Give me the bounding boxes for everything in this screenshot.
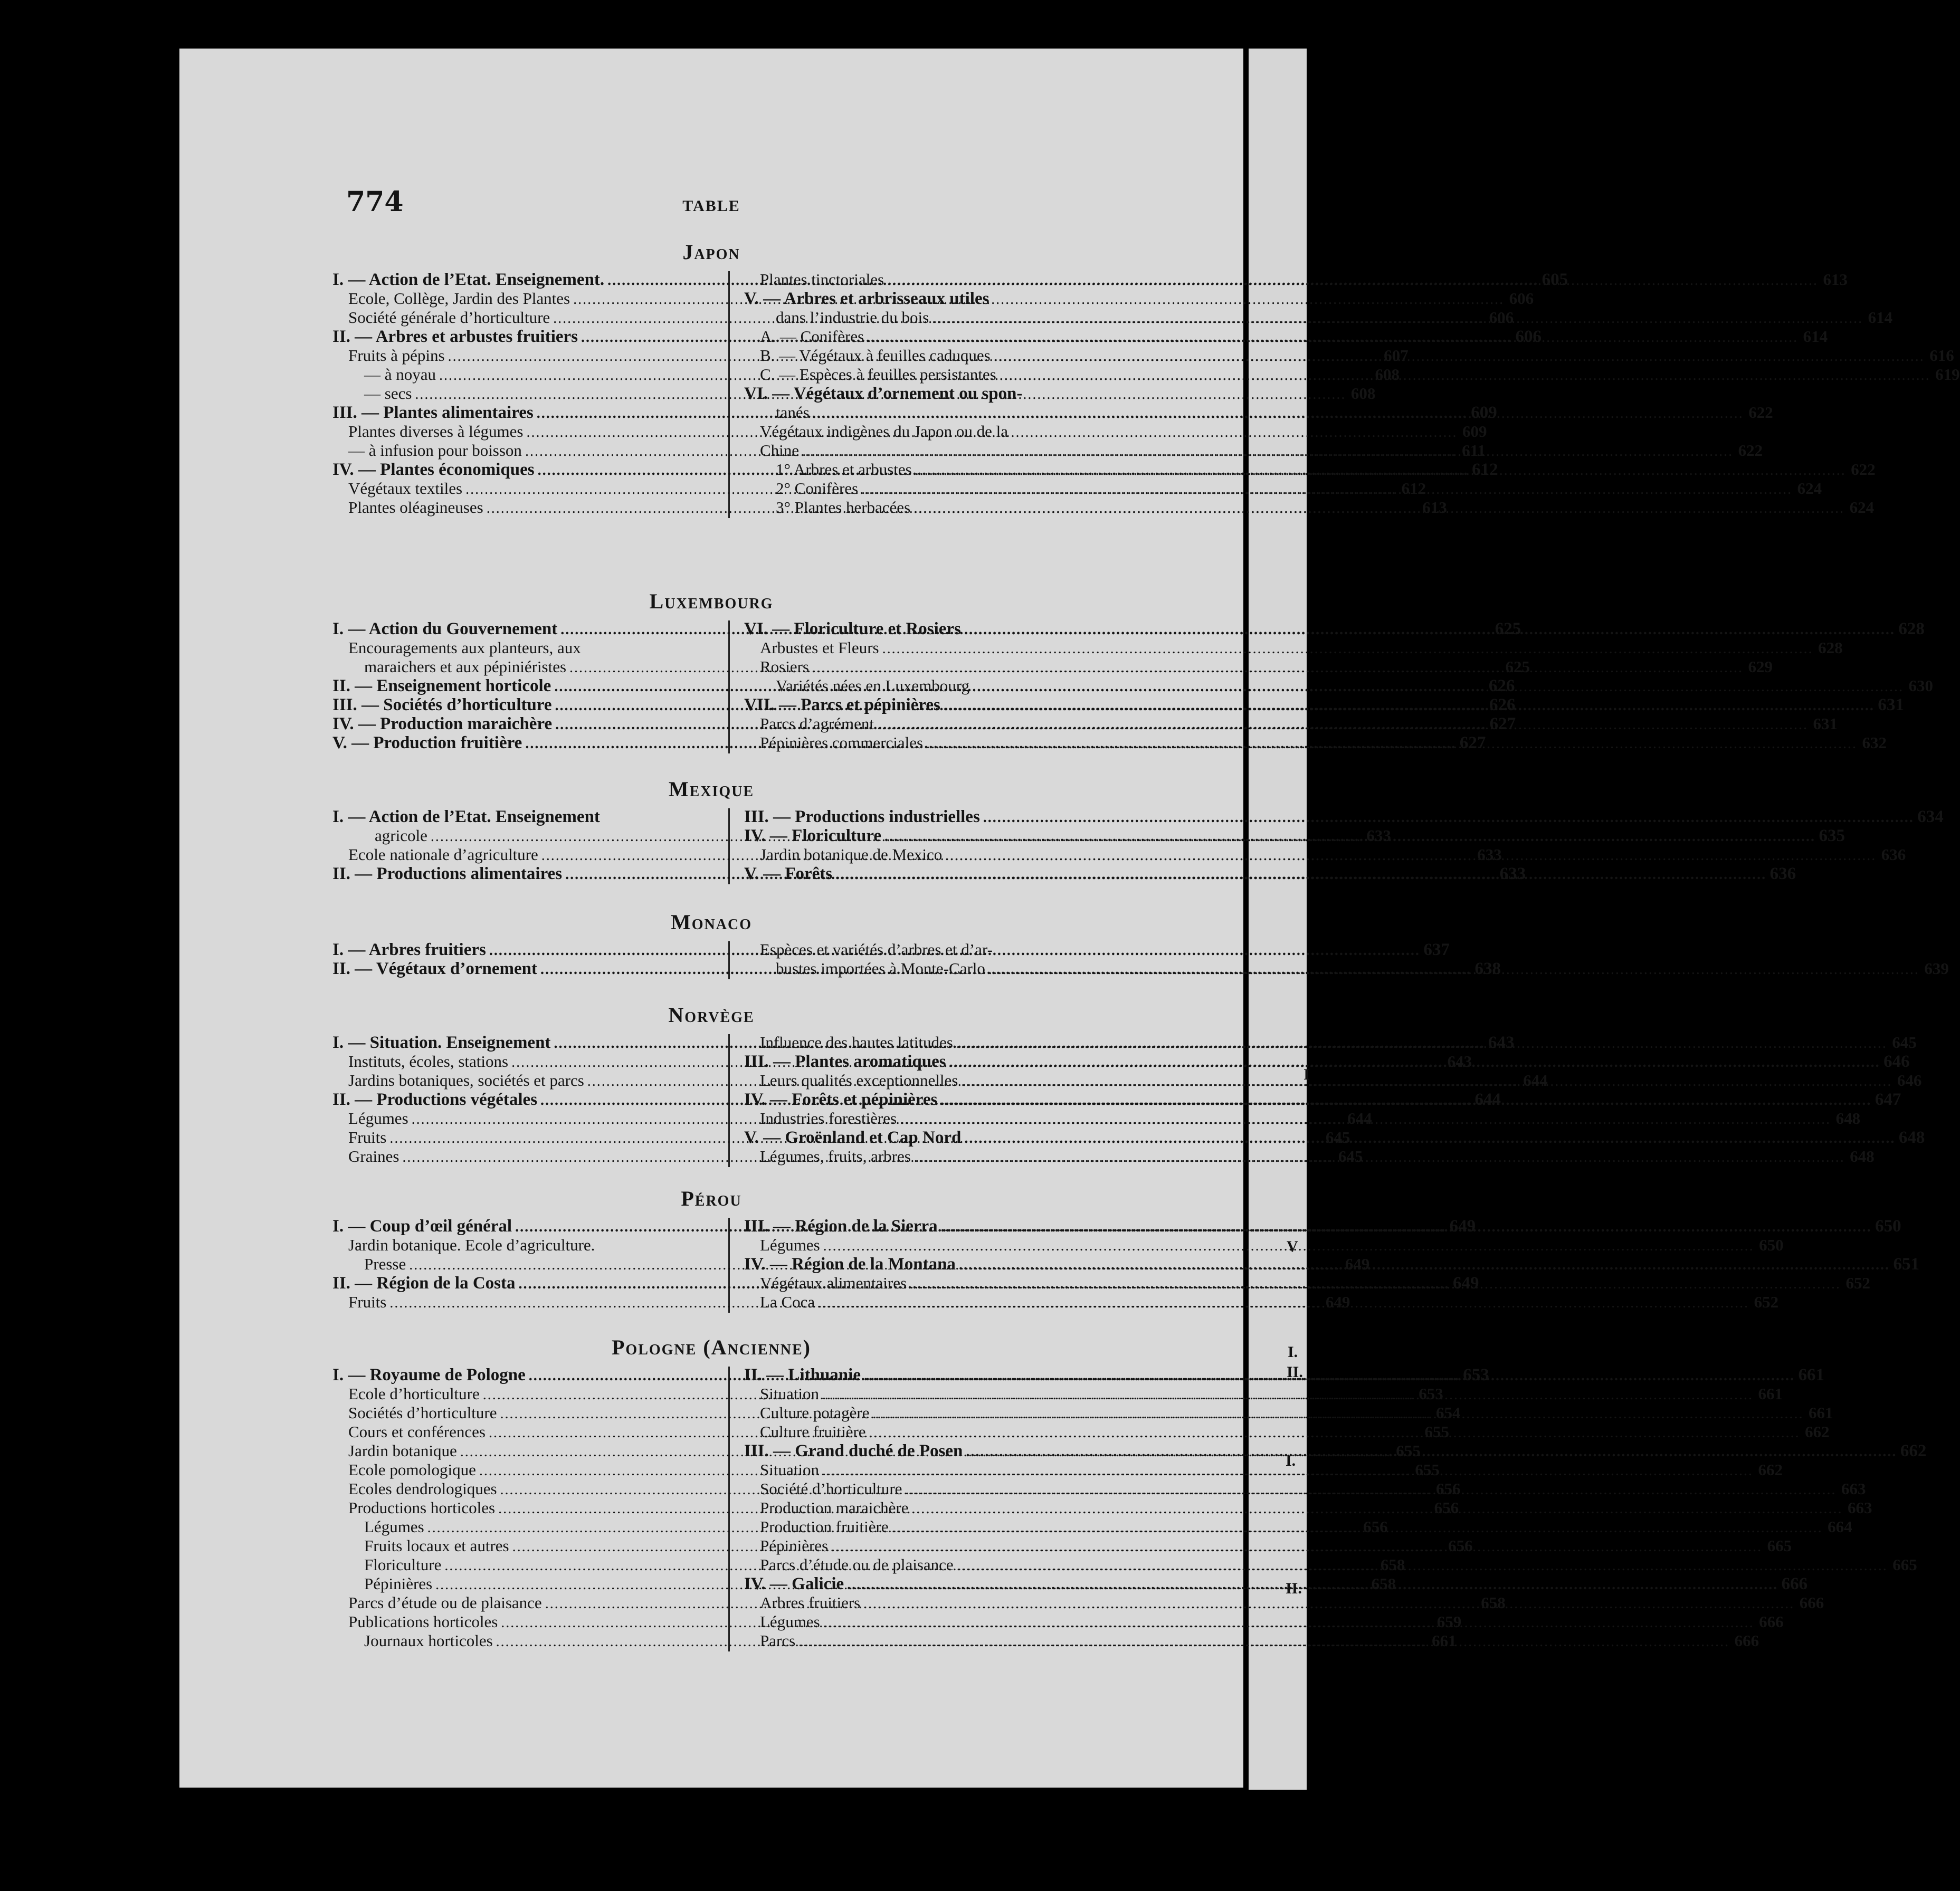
entry-page-number: 654 xyxy=(1436,1403,1461,1422)
entry-title: Légumes, fruits, arbres xyxy=(760,1147,911,1166)
entry-title: agricole xyxy=(375,826,427,845)
entry-title: I. — Arbres fruitiers xyxy=(332,940,486,959)
dot-leader xyxy=(847,1575,1778,1594)
entry-title: Ecoles dendrologiques xyxy=(348,1479,497,1498)
section-title: Pérou xyxy=(681,1187,742,1210)
entry-title: — à infusion pour boisson xyxy=(348,441,522,460)
entry-title: Ecole pomologique xyxy=(348,1460,476,1479)
toc-entry[interactable] xyxy=(332,638,712,657)
entry-title: maraichers et aux pépiniéristes xyxy=(364,657,567,676)
entry-title: III. — Sociétés d’horticulture xyxy=(332,695,552,714)
adjacent-page-text: II. xyxy=(1287,1363,1303,1381)
entry-title: Encouragements aux planteurs, aux xyxy=(348,638,581,657)
entry-title: Rosiers xyxy=(760,657,809,676)
toc-entry[interactable] xyxy=(744,384,1124,403)
dot-leader xyxy=(822,1386,1753,1405)
entry-title: Plantes oléagineuses xyxy=(348,498,483,517)
dot-leader xyxy=(949,1053,1880,1072)
entry-page-number: 648 xyxy=(1835,1109,1861,1128)
entry-title: Végétaux indigènes du Japon ou de la xyxy=(760,422,1008,441)
entry-page-number: 609 xyxy=(1462,422,1487,441)
entry-title: Espèces et variétés d’arbres et d’ar- xyxy=(760,940,993,959)
entry-title: Presse xyxy=(364,1255,406,1273)
dot-leader xyxy=(910,1275,1841,1294)
entry-page-number: 650 xyxy=(1759,1236,1784,1254)
entry-title: Ecole, Collège, Jardin des Plantes xyxy=(348,289,570,308)
entry-title: II. — Arbres et arbustes fruitiers xyxy=(332,327,578,346)
entry-title: VI. — Floriculture et Rosiers xyxy=(744,619,961,638)
dot-leader xyxy=(945,846,1876,865)
entry-page-number: 655 xyxy=(1415,1460,1440,1479)
entry-page-number: 630 xyxy=(1908,676,1934,695)
entry-page-number: 622 xyxy=(1738,441,1763,460)
entry-title: Légumes xyxy=(760,1236,820,1254)
dot-leader xyxy=(944,696,1875,715)
section-title: Luxembourg xyxy=(649,589,774,613)
adjacent-page-text: V xyxy=(1287,1238,1298,1255)
dot-leader xyxy=(926,734,1857,753)
dot-leader xyxy=(861,480,1792,499)
entry-page-number: 645 xyxy=(1338,1147,1363,1166)
entry-title: I. — Situation. Enseignement xyxy=(332,1033,551,1052)
entry-title: Publications horticoles xyxy=(348,1612,498,1631)
entry-title: Végétaux textiles xyxy=(348,479,463,498)
entry-title: VI. — Végétaux d’ornement ou spon- xyxy=(744,384,1023,403)
entry-title: Fruits à pépins xyxy=(348,346,445,365)
entry-page-number: 644 xyxy=(1523,1071,1548,1090)
entry-page-number: 634 xyxy=(1917,807,1944,826)
entry-title: Fruits xyxy=(348,1293,387,1311)
entry-page-number: 659 xyxy=(1436,1612,1462,1631)
entry-title: IV. — Floriculture xyxy=(744,826,882,845)
entry-title: Culture fruitière xyxy=(760,1422,866,1441)
entry-page-number: 649 xyxy=(1345,1255,1370,1273)
entry-page-number: 633 xyxy=(1366,826,1391,845)
dot-leader xyxy=(798,1632,1729,1651)
entry-page-number: 637 xyxy=(1423,940,1450,959)
entry-title: II. — Productions alimentaires xyxy=(332,864,563,883)
entry-page-number: 608 xyxy=(1350,384,1376,403)
entry-page-number: 652 xyxy=(1754,1293,1779,1311)
entry-title: Végétaux alimentaires xyxy=(760,1274,907,1292)
entry-title: IV. — Production maraichère xyxy=(332,714,553,733)
entry-title: Leurs qualités exceptionnelles xyxy=(760,1071,958,1090)
entry-page-number: 666 xyxy=(1759,1612,1784,1631)
entry-title: I. — Action du Gouvernement xyxy=(332,619,558,638)
book-page xyxy=(179,49,1960,1788)
dot-leader xyxy=(959,1256,1890,1275)
dot-leader xyxy=(892,1518,1823,1537)
entry-title: I. — Action de l’Etat. Enseignement xyxy=(332,807,600,826)
entry-title: La Coca xyxy=(760,1293,815,1311)
entry-title: III. — Plantes alimentaires xyxy=(332,403,534,422)
dot-leader xyxy=(956,1034,1887,1053)
dot-leader xyxy=(914,499,1844,518)
entry-page-number: 661 xyxy=(1432,1631,1457,1650)
toc-entry[interactable] xyxy=(744,422,1124,441)
entry-page-number: 609 xyxy=(1471,403,1497,422)
entry-title: III. — Grand duché de Posen xyxy=(744,1441,963,1460)
entry-page-number: 666 xyxy=(1734,1631,1759,1650)
section-title: Mexique xyxy=(668,777,755,801)
entry-page-number: 661 xyxy=(1808,1403,1833,1422)
entry-page-number: 652 xyxy=(1845,1274,1871,1292)
entry-title: 2° Conifères xyxy=(776,479,859,498)
entry-page-number: 653 xyxy=(1419,1384,1443,1403)
entry-title: Graines xyxy=(348,1147,399,1166)
dot-leader xyxy=(957,1556,1888,1575)
entry-title: Pépinières xyxy=(760,1536,829,1555)
dot-leader xyxy=(973,677,1904,696)
adjacent-page-text: II. xyxy=(1286,1580,1302,1597)
entry-page-number: 656 xyxy=(1363,1517,1388,1536)
entry-page-number: 648 xyxy=(1898,1128,1925,1147)
entry-title: Fruits xyxy=(348,1128,387,1147)
section-title: Pologne (Ancienne) xyxy=(611,1335,811,1359)
dot-leader xyxy=(905,1481,1836,1500)
dot-leader xyxy=(1000,366,1930,385)
entry-page-number: 662 xyxy=(1758,1460,1783,1479)
entry-page-number: 613 xyxy=(1422,498,1447,517)
entry-page-number: 619 xyxy=(1935,365,1960,384)
entry-page-number: 606 xyxy=(1515,327,1542,346)
dot-leader xyxy=(988,960,1919,979)
entry-title: Légumes xyxy=(364,1517,424,1536)
entry-title: Arbustes et Fleurs xyxy=(760,638,879,657)
entry-page-number: 626 xyxy=(1488,676,1515,695)
entry-title: C. — Espèces à feuilles persistantes xyxy=(760,365,996,384)
entry-page-number: 653 xyxy=(1463,1365,1489,1384)
entry-title: III. — Région de la Sierra xyxy=(744,1217,938,1236)
entry-title: III. — Plantes aromatiques xyxy=(744,1052,946,1071)
entry-page-number: 613 xyxy=(1823,270,1848,289)
entry-title: Légumes xyxy=(348,1109,408,1128)
entry-page-number: 656 xyxy=(1448,1536,1473,1555)
entry-page-number: 608 xyxy=(1375,365,1400,384)
toc-entry[interactable] xyxy=(744,807,1944,826)
dot-leader xyxy=(867,328,1798,347)
entry-page-number: 632 xyxy=(1862,733,1887,752)
dot-leader xyxy=(966,1443,1897,1462)
entry-page-number: 658 xyxy=(1371,1574,1396,1593)
entry-page-number: 628 xyxy=(1818,638,1843,657)
running-title: TABLE xyxy=(682,197,740,215)
entry-page-number: 665 xyxy=(1892,1555,1917,1574)
entry-title: Variétés nées en Luxembourg xyxy=(776,676,970,695)
entry-page-number: 607 xyxy=(1384,346,1409,365)
entry-page-number: 633 xyxy=(1499,864,1526,883)
dot-leader xyxy=(831,1537,1762,1556)
entry-page-number: 625 xyxy=(1505,657,1530,676)
dot-leader xyxy=(914,1148,1845,1167)
dot-leader xyxy=(864,1367,1795,1386)
entry-title: — à noyau xyxy=(364,365,436,384)
page-number: 774 xyxy=(346,186,404,218)
entry-title: II. — Enseignement horticole xyxy=(332,676,551,695)
entry-title: Production fruitière xyxy=(760,1517,889,1536)
entry-title: Influence des hautes latitudes xyxy=(760,1033,953,1052)
entry-page-number: 612 xyxy=(1401,479,1426,498)
entry-title: bustes importées à Monte-Carlo xyxy=(776,959,985,978)
entry-title: Production maraichère xyxy=(760,1498,909,1517)
entry-page-number: 626 xyxy=(1489,695,1516,714)
entry-title: 1° Arbres et arbustes xyxy=(776,460,912,479)
entry-page-number: 636 xyxy=(1769,864,1796,883)
entry-page-number: 647 xyxy=(1875,1090,1901,1109)
dot-leader xyxy=(915,461,1846,480)
entry-page-number: 658 xyxy=(1481,1593,1506,1612)
entry-page-number: 645 xyxy=(1892,1033,1917,1052)
entry-title: II. — Végétaux d’ornement xyxy=(332,959,538,978)
entry-title: I. — Coup d’œil général xyxy=(332,1217,512,1236)
section-title: Norvège xyxy=(668,1003,755,1027)
adjacent-page-text: I xyxy=(1304,1066,1310,1083)
entry-page-number: 624 xyxy=(1797,479,1822,498)
entry-page-number: 658 xyxy=(1380,1555,1405,1574)
entry-title: II. — Région de la Costa xyxy=(332,1274,516,1293)
toc-entry[interactable] xyxy=(332,1236,712,1255)
entry-page-number: 622 xyxy=(1748,403,1773,422)
entry-title: B. — Végétaux à feuilles caduques xyxy=(760,346,991,365)
entry-page-number: 664 xyxy=(1828,1517,1852,1536)
entry-page-number: 625 xyxy=(1495,619,1521,638)
dot-leader xyxy=(812,658,1743,677)
dot-leader xyxy=(941,1218,1872,1237)
dot-leader xyxy=(818,1294,1749,1313)
dot-leader xyxy=(813,404,1744,423)
dot-leader xyxy=(887,271,1818,290)
entry-title: IV. — Plantes économiques xyxy=(332,460,535,479)
entry-title: V. — Arbres et arbrisseaux utiles xyxy=(744,289,989,308)
entry-title: Journaux horticoles xyxy=(364,1631,493,1650)
entry-title: A. — Conifères xyxy=(760,327,864,346)
entry-page-number: 662 xyxy=(1900,1441,1927,1460)
entry-page-number: 663 xyxy=(1841,1479,1866,1498)
entry-title: Industries forestières xyxy=(760,1109,897,1128)
entry-title: IV. — Région de la Montana xyxy=(744,1255,956,1274)
entry-title: Culture potagère xyxy=(760,1403,870,1422)
dot-leader xyxy=(994,347,1925,366)
entry-page-number: 638 xyxy=(1474,959,1501,978)
entry-title: Légumes xyxy=(760,1612,820,1631)
entry-title: Jardin botanique de Mexico xyxy=(760,845,943,864)
entry-title: Chine xyxy=(760,441,800,460)
entry-title: Société d’horticulture xyxy=(760,1479,902,1498)
entry-page-number: 606 xyxy=(1489,308,1514,327)
entry-title: VII. — Parcs et pépinières xyxy=(744,695,940,714)
entry-page-number: 646 xyxy=(1883,1052,1910,1071)
entry-title: 3° Plantes herbacées xyxy=(776,498,911,517)
dot-leader xyxy=(823,1613,1754,1632)
dot-leader xyxy=(983,808,1914,827)
entry-page-number: 648 xyxy=(1850,1147,1875,1166)
entry-page-number: 606 xyxy=(1509,289,1534,308)
entry-page-number: 611 xyxy=(1462,441,1486,460)
entry-page-number: 635 xyxy=(1819,826,1845,845)
entry-page-number: 633 xyxy=(1477,845,1502,864)
dot-leader xyxy=(802,442,1733,461)
dot-leader xyxy=(884,827,1815,846)
entry-title: Parcs d’étude ou de plaisance xyxy=(760,1555,954,1574)
entry-title: Ecole nationale d’agriculture xyxy=(348,845,538,864)
entry-page-number: 612 xyxy=(1472,460,1498,479)
entry-page-number: 649 xyxy=(1325,1293,1350,1311)
entry-title: Jardin botanique xyxy=(348,1441,457,1460)
entry-page-number: 629 xyxy=(1748,657,1773,676)
dot-leader xyxy=(940,1091,1871,1110)
entry-page-number: 627 xyxy=(1459,733,1486,752)
entry-page-number: 614 xyxy=(1868,308,1893,327)
entry-page-number: 639 xyxy=(1924,959,1949,978)
entry-page-number: 651 xyxy=(1893,1255,1919,1274)
entry-page-number: 665 xyxy=(1767,1536,1792,1555)
entry-title: V. — Forêts xyxy=(744,864,833,883)
entry-title: Jardin botanique. Ecole d’agriculture. xyxy=(348,1236,595,1254)
entry-page-number: 628 xyxy=(1898,619,1925,638)
entry-title: Arbres fruitiers xyxy=(760,1593,861,1612)
entry-title: I. — Action de l’Etat. Enseignement. xyxy=(332,270,605,289)
entry-page-number: 614 xyxy=(1803,327,1828,346)
entry-title: Situation xyxy=(760,1460,819,1479)
entry-page-number: 631 xyxy=(1878,695,1904,714)
section-title: Japon xyxy=(682,240,740,264)
entry-page-number: 649 xyxy=(1453,1274,1479,1293)
entry-title: Pépinières xyxy=(364,1574,433,1593)
entry-page-number: 656 xyxy=(1434,1498,1459,1517)
entry-title: Ecole d’horticulture xyxy=(348,1384,480,1403)
entry-page-number: 643 xyxy=(1447,1052,1472,1071)
entry-title: Plantes diverses à légumes xyxy=(348,422,524,441)
entry-page-number: 661 xyxy=(1798,1365,1824,1384)
toc-entry[interactable] xyxy=(744,289,1124,308)
entry-title: I. — Royaume de Pologne xyxy=(332,1365,526,1384)
dot-leader xyxy=(900,1110,1831,1129)
entry-page-number: 661 xyxy=(1758,1384,1783,1403)
entry-page-number: 636 xyxy=(1881,845,1906,864)
dot-leader xyxy=(964,1129,1895,1148)
entry-title: Productions horticoles xyxy=(348,1498,496,1517)
entry-title: V. — Production fruitière xyxy=(332,733,522,752)
entry-page-number: 645 xyxy=(1325,1128,1350,1147)
entry-page-number: 663 xyxy=(1847,1498,1872,1517)
entry-title: Société générale d’horticulture xyxy=(348,308,550,327)
entry-title: Parcs d’étude ou de plaisance xyxy=(348,1593,542,1612)
toc-entry[interactable] xyxy=(744,638,1843,657)
dot-leader xyxy=(932,309,1863,328)
entry-title: II. — Lithuanie xyxy=(744,1365,861,1384)
entry-page-number: 655 xyxy=(1424,1422,1449,1441)
entry-title: Floriculture xyxy=(364,1555,442,1574)
adjacent-page-text: I. xyxy=(1288,1343,1298,1361)
entry-title: Parcs d’agrément xyxy=(760,714,874,733)
entry-page-number: 622 xyxy=(1851,460,1876,479)
entry-title: V. — Groënland et Cap Nord xyxy=(744,1128,962,1147)
entry-page-number: 644 xyxy=(1347,1109,1372,1128)
entry-title: Sociétés d’horticulture xyxy=(348,1403,497,1422)
entry-page-number: 655 xyxy=(1396,1441,1421,1460)
entry-page-number: 624 xyxy=(1849,498,1875,517)
entry-title: IV. — Galicie xyxy=(744,1574,844,1593)
dot-leader xyxy=(869,1424,1800,1443)
section-title: Monaco xyxy=(671,910,752,934)
dot-leader xyxy=(835,865,1766,884)
entry-page-number: 605 xyxy=(1542,270,1568,289)
entry-title: Fruits locaux et autres xyxy=(364,1536,509,1555)
toc-entry[interactable] xyxy=(744,940,1124,959)
dot-leader xyxy=(877,715,1808,734)
entry-title: tanés xyxy=(776,403,810,422)
entry-title: III. — Productions industrielles xyxy=(744,807,980,826)
toc-entry[interactable] xyxy=(744,1236,1784,1255)
entry-page-number: 627 xyxy=(1489,714,1516,733)
entry-title: II. — Productions végétales xyxy=(332,1090,538,1109)
entry-page-number: 666 xyxy=(1781,1574,1808,1593)
entry-page-number: 649 xyxy=(1449,1217,1476,1236)
entry-page-number: 646 xyxy=(1897,1071,1922,1090)
entry-title: dans l’industrie du bois xyxy=(776,308,929,327)
entry-title: Pépinières commerciales xyxy=(760,733,924,752)
entry-page-number: 666 xyxy=(1799,1593,1824,1612)
entry-page-number: 662 xyxy=(1805,1422,1830,1441)
entry-title: — secs xyxy=(364,384,412,403)
toc-entry[interactable] xyxy=(332,807,712,826)
entry-page-number: 644 xyxy=(1474,1090,1501,1109)
dot-leader xyxy=(863,1594,1794,1613)
entry-title: Plantes tinctoriales xyxy=(760,270,884,289)
dot-leader xyxy=(911,1500,1842,1518)
entry-title: Parcs xyxy=(760,1631,796,1650)
entry-page-number: 656 xyxy=(1436,1479,1461,1498)
entry-page-number: 650 xyxy=(1875,1217,1901,1236)
entry-title: Instituts, écoles, stations xyxy=(348,1052,509,1071)
entry-title: IV. — Forêts et pépinières xyxy=(744,1090,938,1109)
entry-page-number: 643 xyxy=(1488,1033,1515,1052)
dot-leader xyxy=(961,1072,1892,1091)
dot-leader xyxy=(964,620,1895,639)
adjacent-page-text: I. xyxy=(1286,1452,1296,1469)
dot-leader xyxy=(872,1405,1803,1424)
dot-leader xyxy=(882,639,1813,658)
entry-page-number: 631 xyxy=(1813,714,1838,733)
entry-page-number: 616 xyxy=(1929,346,1954,365)
entry-title: Cours et conférences xyxy=(348,1422,486,1441)
page-header xyxy=(179,186,1243,233)
entry-title: Jardins botaniques, sociétés et parcs xyxy=(348,1071,584,1090)
entry-title: Situation xyxy=(760,1384,819,1403)
